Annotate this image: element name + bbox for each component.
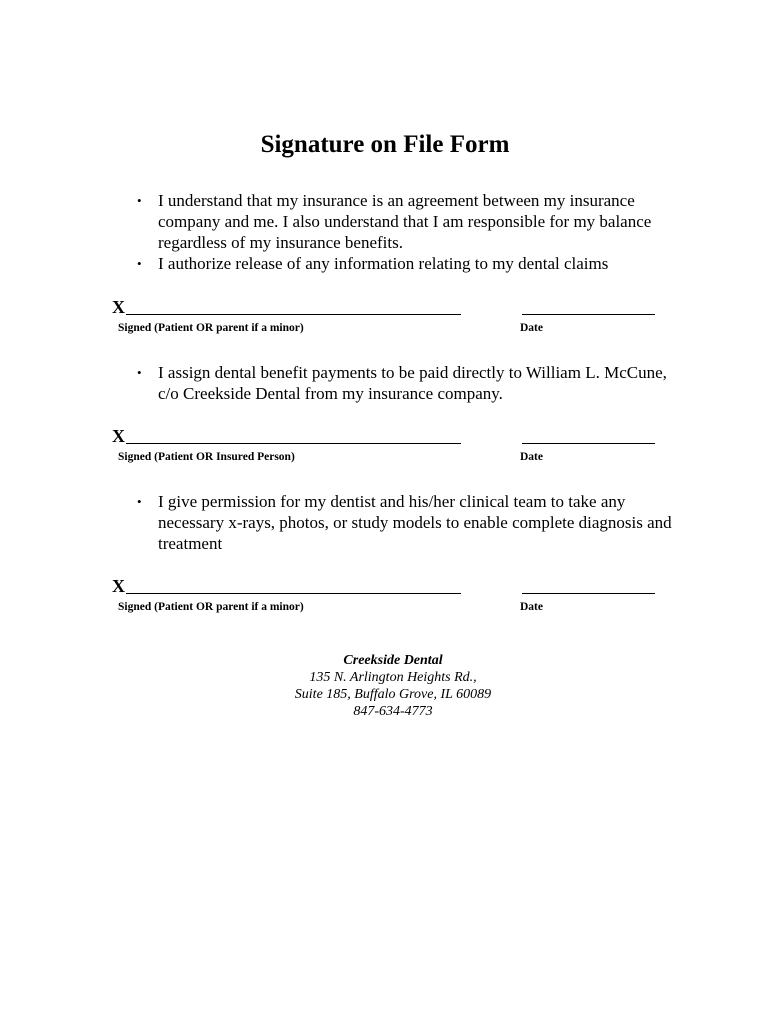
bullet-icon: • <box>137 193 142 208</box>
practice-footer <box>0 652 770 720</box>
signature-line[interactable] <box>126 443 461 444</box>
signature-caption: Signed (Patient OR Insured Person) <box>118 451 295 463</box>
list-item <box>137 491 678 554</box>
bullet-icon: • <box>137 365 142 380</box>
signature-caption: Signed (Patient OR parent if a minor) <box>118 601 304 613</box>
list-item <box>137 362 678 404</box>
consent-text: I understand that my insurance is an agreement between my insurance company and me. I also understand that I am responsible for my balance regardless of my insurance benefits. <box>158 191 652 252</box>
address-line-2: Suite 185, Buffalo Grove, IL 60089 <box>294 687 492 702</box>
date-caption: Date <box>520 451 543 463</box>
signature-row-2 <box>112 426 657 466</box>
consent-text: I give permission for my dentist and his/her clinical team to take any necessary x-rays, photos, or study models to enable complete diagnosis and treatment <box>158 492 672 553</box>
signature-x-mark: X <box>112 297 125 317</box>
address-line-1: 135 N. Arlington Heights Rd., <box>309 670 477 685</box>
date-line[interactable] <box>522 593 655 594</box>
bullet-icon: • <box>137 256 142 271</box>
signature-x-mark: X <box>112 576 125 596</box>
date-caption: Date <box>520 322 543 334</box>
phone-number: 847-634-4773 <box>353 704 433 719</box>
signature-row-3 <box>112 576 657 616</box>
practice-name: Creekside Dental <box>343 653 443 668</box>
consent-list-assignment <box>137 362 678 404</box>
signature-row-1 <box>112 297 657 337</box>
bullet-icon: • <box>137 494 142 509</box>
date-line[interactable] <box>522 443 655 444</box>
signature-line[interactable] <box>126 314 461 315</box>
list-item <box>137 253 678 274</box>
signature-line[interactable] <box>126 593 461 594</box>
list-item <box>137 190 678 253</box>
page-title: Signature on File Form <box>260 131 510 158</box>
signature-x-mark: X <box>112 426 125 446</box>
consent-list-xrays <box>137 491 678 554</box>
date-caption: Date <box>520 601 543 613</box>
consent-list-insurance <box>137 190 678 274</box>
consent-text: I authorize release of any information relating to my dental claims <box>158 254 609 273</box>
consent-text: I assign dental benefit payments to be paid directly to William L. McCune, c/o Creekside Dental from my insurance company. <box>158 363 667 403</box>
signature-caption: Signed (Patient OR parent if a minor) <box>118 322 304 334</box>
date-line[interactable] <box>522 314 655 315</box>
